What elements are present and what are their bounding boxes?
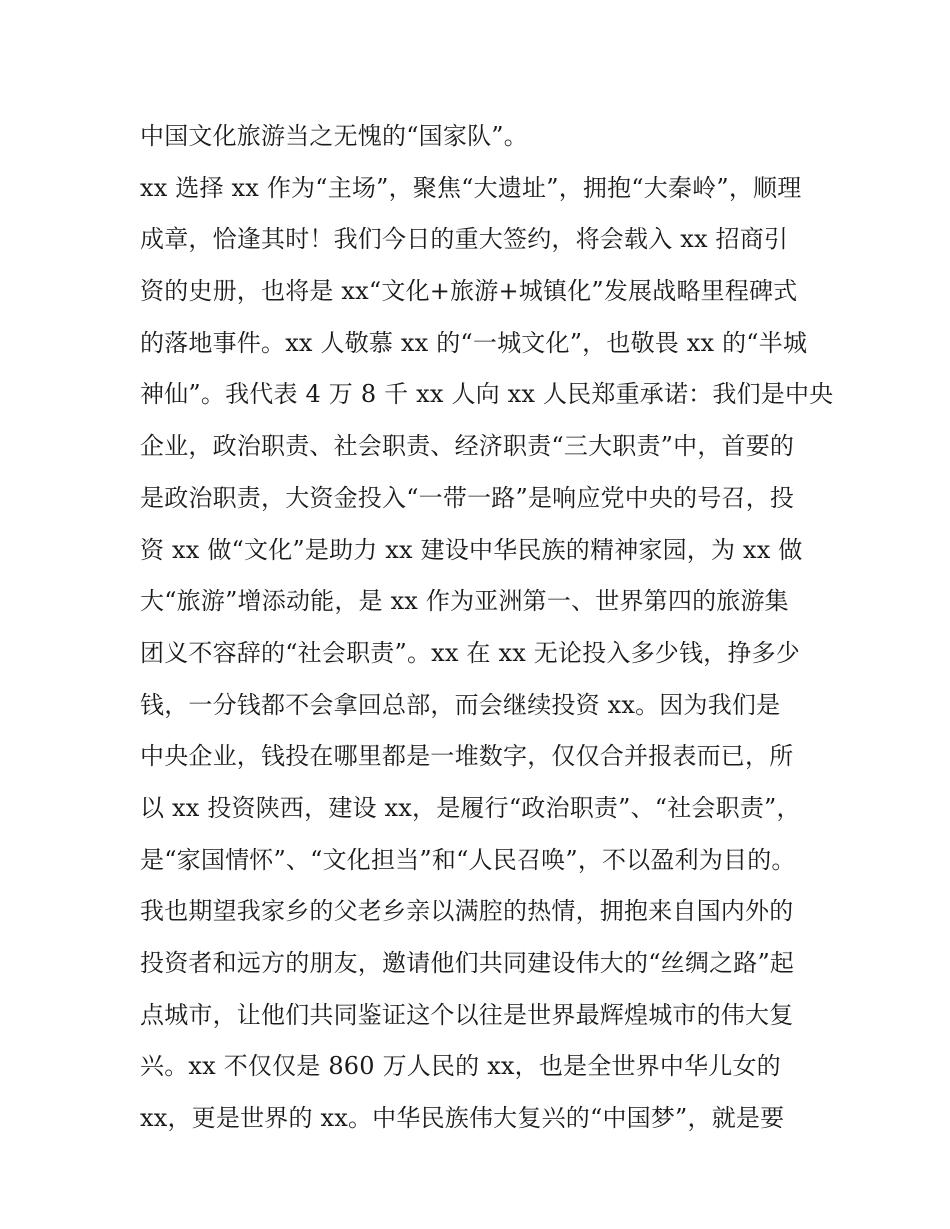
text-line: xx 选择 xx 作为“主场”，聚焦“大遗址”，拥抱“大秦岭”，顺理 xyxy=(140,173,802,202)
text-line: 兴。xx 不仅仅是 860 万人民的 xx，也是全世界中华儿女的 xyxy=(140,1052,781,1081)
text-line: xx，更是世界的 xx。中华民族伟大复兴的“中国梦”，就是要 xyxy=(140,1104,785,1133)
text-line: 投资者和远方的朋友，邀请他们共同建设伟大的“丝绸之路”起 xyxy=(140,949,795,977)
text-line: 资 xx 做“文化”是助力 xx 建设中华民族的精神家园，为 xx 做 xyxy=(140,535,803,564)
text-line: 以 xx 投资陕西，建设 xx，是履行“政治职责”、“社会职责”， xyxy=(140,793,801,822)
text-line: 神仙”。我代表 4 万 8 千 xx 人向 xx 人民郑重承诺：我们是中央 xyxy=(140,380,834,409)
text-line: 的落地事件。xx 人敬慕 xx 的“一城文化”，也敬畏 xx 的“半城 xyxy=(140,328,808,357)
body-text xyxy=(140,111,834,1145)
text-line: 点城市，让他们共同鉴证这个以往是世界最辉煌城市的伟大复 xyxy=(140,1000,794,1029)
text-line: 成章，恰逢其时！我们今日的重大签约，将会载入 xx 招商引 xyxy=(140,225,789,254)
text-line: 中央企业，钱投在哪里都是一堆数字，仅仅合并报表而已，所 xyxy=(140,742,794,771)
text-line: 钱，一分钱都不会拿回总部，而会继续投资 xx。因为我们是 xyxy=(140,690,781,719)
text-line: 企业，政治职责、社会职责、经济职责“三大职责”中，首要的 xyxy=(140,432,795,461)
text-line: 是政治职责，大资金投入“一带一路”是响应党中央的号召，投 xyxy=(140,483,795,512)
text-line: 大“旅游”增添动能，是 xx 作为亚洲第一、世界第四的旅游集 xyxy=(140,587,789,616)
text-line: 资的史册，也将是 xx“文化+旅游+城镇化”发展战略里程碑式 xyxy=(140,277,798,306)
text-line: 中国文化旅游当之无愧的“国家队”。 xyxy=(140,122,528,150)
text-line: 是“家国情怀”、“文化担当”和“人民召唤”，不以盈利为目的。 xyxy=(140,845,796,874)
text-line: 我也期望我家乡的父老乡亲以满腔的热情，拥抱来自国内外的 xyxy=(140,897,794,926)
text-line: 团义不容辞的“社会职责”。xx 在 xx 无论投入多少钱，挣多少 xyxy=(140,638,800,667)
